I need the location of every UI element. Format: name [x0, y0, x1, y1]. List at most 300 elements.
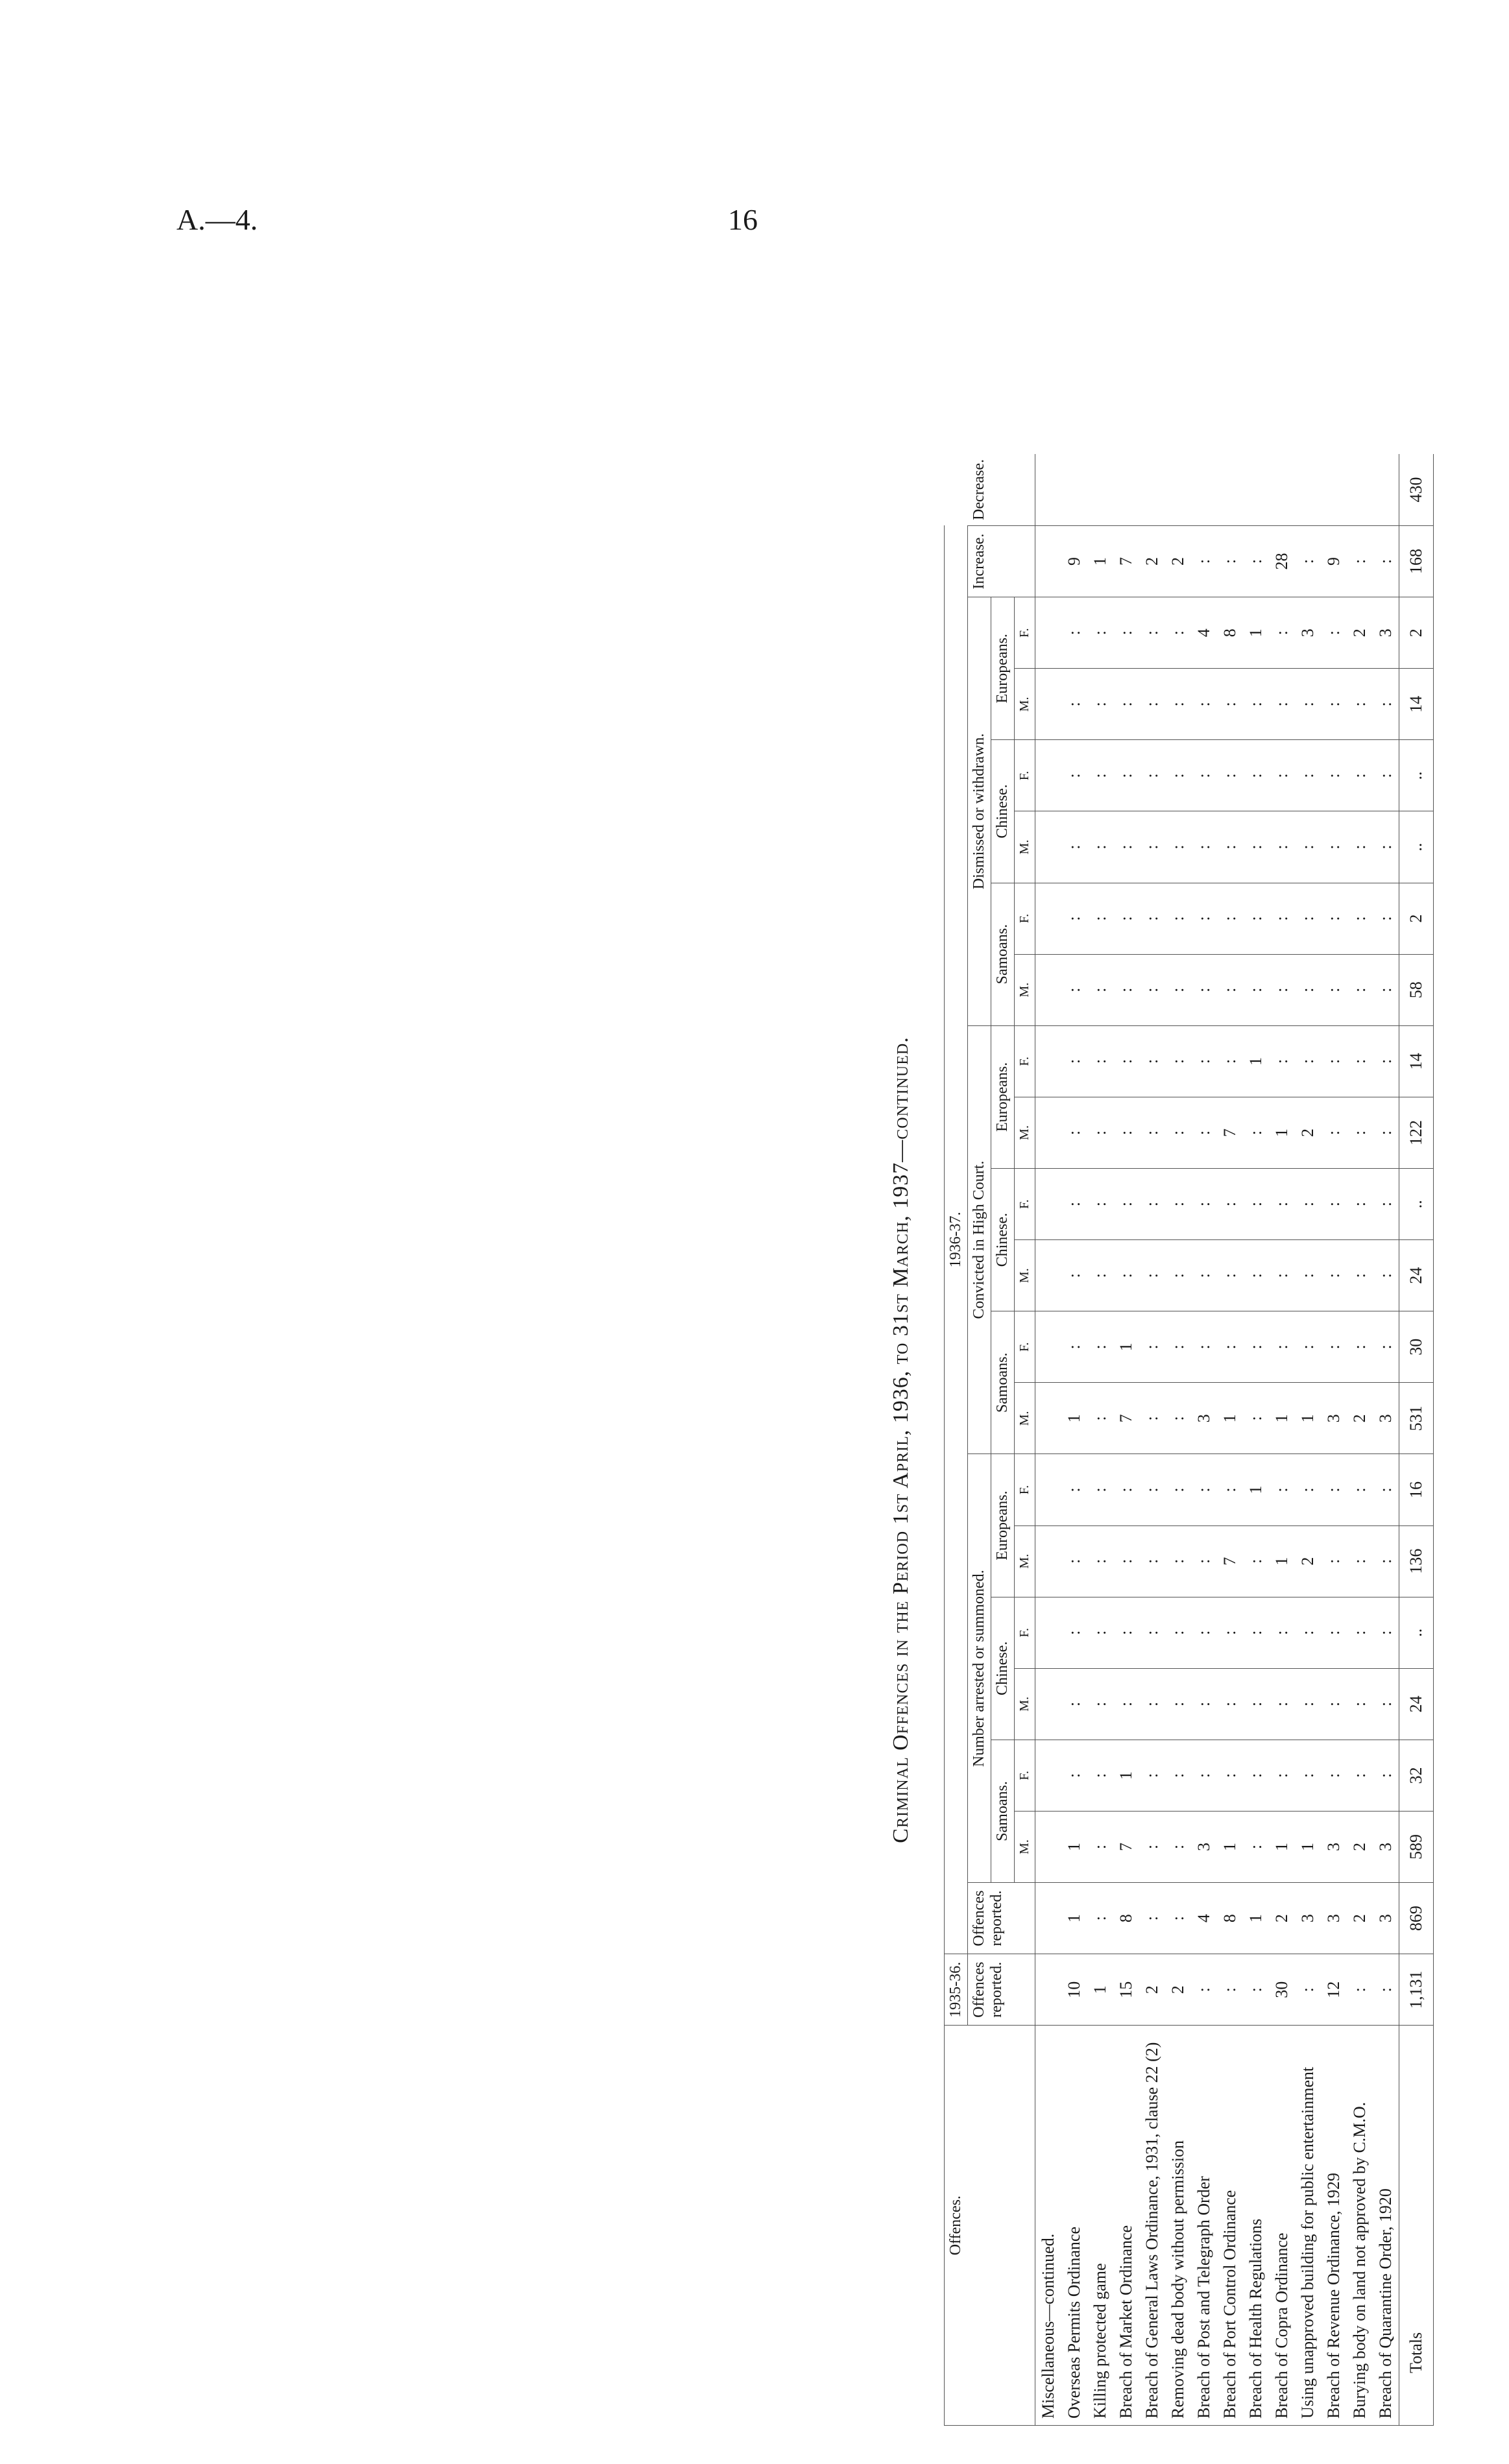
table-cell: :: [1061, 1597, 1087, 1668]
table-cell: :: [1139, 1525, 1165, 1597]
table-cell: :: [1347, 1454, 1373, 1525]
table-cell: :: [1191, 740, 1217, 811]
total-cell: 168: [1399, 525, 1434, 597]
table-cell: :: [1321, 1240, 1347, 1311]
table-row: [1087, 454, 1113, 2426]
table-cell: :: [1165, 1383, 1191, 1454]
table-cell: :: [1165, 1811, 1191, 1882]
table-row: [1373, 454, 1399, 2426]
table-cell: 3: [1191, 1811, 1217, 1882]
offence-name: Killing protected game: [1087, 2026, 1113, 2426]
table-cell: :: [1139, 1383, 1165, 1454]
col-1935-36: 1935-36.: [945, 1954, 968, 2026]
table-cell: :: [1347, 1668, 1373, 1740]
offence-name: Overseas Permits Ordinance: [1061, 2026, 1087, 2426]
table-cell: [1035, 1097, 1062, 1168]
table-cell: 9: [1061, 525, 1087, 597]
table-cell: :: [1113, 954, 1139, 1025]
table-cell: 1: [1061, 1383, 1087, 1454]
table-cell: :: [1191, 811, 1217, 883]
table-cell: :: [1243, 1811, 1269, 1882]
table-cell: :: [1373, 1525, 1399, 1597]
col-f: F.: [1015, 1740, 1035, 1811]
col-f: F.: [1015, 740, 1035, 811]
table-cell: 2: [1347, 1383, 1373, 1454]
table-cell: :: [1061, 597, 1087, 669]
col-reported-1936: Offences reported.: [968, 1883, 1035, 1954]
table-cell: :: [1139, 1740, 1165, 1811]
col-f: F.: [1015, 597, 1035, 669]
table-cell: :: [1061, 669, 1087, 740]
table-cell: :: [1243, 669, 1269, 740]
table-cell: :: [1269, 1668, 1295, 1740]
total-cell: 16: [1399, 1454, 1434, 1525]
table-cell: :: [1347, 811, 1373, 883]
table-cell: 28: [1269, 525, 1295, 597]
table-cell: :: [1217, 1668, 1243, 1740]
table-cell: 2: [1269, 1883, 1295, 1954]
table-cell: :: [1113, 669, 1139, 740]
table-cell: 1: [1113, 1311, 1139, 1383]
table-cell: :: [1243, 811, 1269, 883]
table-cell: 1: [1269, 1525, 1295, 1597]
table-cell: :: [1347, 1240, 1373, 1311]
table-cell: :: [1347, 669, 1373, 740]
table-cell: :: [1373, 1169, 1399, 1240]
table-cell: :: [1139, 1025, 1165, 1097]
table-cell: :: [1061, 1240, 1087, 1311]
table-cell: :: [1269, 1240, 1295, 1311]
offence-name: Breach of Copra Ordinance: [1269, 2026, 1295, 2426]
total-cell: 2: [1399, 597, 1434, 669]
table-cell: :: [1061, 1668, 1087, 1740]
table-cell: :: [1191, 1240, 1217, 1311]
table-cell: [1061, 454, 1087, 525]
col-conv-chinese: Chinese.: [991, 1169, 1015, 1311]
table-cell: :: [1087, 1025, 1113, 1097]
table-cell: 4: [1191, 1883, 1217, 1954]
table-cell: :: [1139, 1668, 1165, 1740]
table-cell: 3: [1373, 1811, 1399, 1882]
table-cell: :: [1321, 954, 1347, 1025]
table-cell: 12: [1321, 1954, 1347, 2026]
table-cell: :: [1087, 597, 1113, 669]
col-f: F.: [1015, 1025, 1035, 1097]
table-cell: :: [1165, 1169, 1191, 1240]
table-cell: 3: [1373, 1883, 1399, 1954]
table-cell: :: [1269, 1311, 1295, 1383]
table-cell: [1035, 1169, 1062, 1240]
offence-name: Breach of Health Regulations: [1243, 2026, 1269, 2426]
table-cell: :: [1295, 1311, 1321, 1383]
table-cell: [1035, 525, 1062, 597]
table-cell: [1035, 1597, 1062, 1668]
table-cell: :: [1243, 1954, 1269, 2026]
table-cell: :: [1243, 1311, 1269, 1383]
table-cell: [1035, 669, 1062, 740]
table-cell: :: [1347, 1025, 1373, 1097]
totals-label: Totals: [1399, 2026, 1434, 2426]
table-cell: :: [1295, 1668, 1321, 1740]
table-cell: 8: [1113, 1883, 1139, 1954]
col-f: F.: [1015, 1311, 1035, 1383]
col-m: M.: [1015, 669, 1035, 740]
table-cell: :: [1165, 1740, 1191, 1811]
table-cell: :: [1295, 1240, 1321, 1311]
table-cell: [1035, 811, 1062, 883]
col-conv-samoans: Samoans.: [991, 1311, 1015, 1454]
table-cell: :: [1243, 525, 1269, 597]
offence-name: Breach of Post and Telegraph Order: [1191, 2026, 1217, 2426]
table-cell: :: [1347, 1740, 1373, 1811]
table-cell: :: [1113, 740, 1139, 811]
total-cell: ..: [1399, 811, 1434, 883]
table-cell: :: [1113, 883, 1139, 954]
table-cell: 1: [1243, 1025, 1269, 1097]
col-dis-europeans: Europeans.: [991, 597, 1015, 740]
table-cell: :: [1373, 954, 1399, 1025]
table-cell: :: [1113, 1525, 1139, 1597]
col-dis-samoans: Samoans.: [991, 883, 1015, 1025]
table-cell: :: [1165, 669, 1191, 740]
table-cell: :: [1139, 740, 1165, 811]
table-row: [1347, 454, 1373, 2426]
table-cell: [1269, 454, 1295, 525]
table-cell: :: [1373, 740, 1399, 811]
offence-name: Removing dead body without permission: [1165, 2026, 1191, 2426]
table-cell: :: [1061, 811, 1087, 883]
total-cell: 589: [1399, 1811, 1434, 1882]
col-convicted: Convicted in High Court.: [968, 1025, 991, 1454]
table-cell: 3: [1321, 1383, 1347, 1454]
table-cell: :: [1087, 1525, 1113, 1597]
table-cell: :: [1321, 1097, 1347, 1168]
table-cell: :: [1087, 883, 1113, 954]
col-decrease: Decrease.: [968, 454, 1035, 525]
table-cell: [1035, 1811, 1062, 1882]
table-cell: 2: [1347, 1811, 1373, 1882]
table-cell: :: [1217, 1454, 1243, 1525]
table-cell: :: [1087, 740, 1113, 811]
table-cell: :: [1165, 811, 1191, 883]
table-cell: :: [1269, 1597, 1295, 1668]
table-cell: [1035, 954, 1062, 1025]
offence-name: Using unapproved building for public entertainment: [1295, 2026, 1321, 2426]
table-cell: 4: [1191, 597, 1217, 669]
table-cell: :: [1113, 1097, 1139, 1168]
table-cell: 3: [1373, 597, 1399, 669]
table-cell: :: [1269, 883, 1295, 954]
table-cell: [1035, 1740, 1062, 1811]
table-cell: :: [1321, 740, 1347, 811]
table-cell: :: [1061, 1097, 1087, 1168]
table-cell: :: [1087, 1240, 1113, 1311]
table-title: Criminal Offences in the Period 1st April, 1936, to 31st March, 1937—continued.: [889, 1036, 913, 1843]
total-cell: 869: [1399, 1883, 1434, 1954]
table-cell: 1: [1295, 1811, 1321, 1882]
table-cell: :: [1191, 525, 1217, 597]
table-cell: :: [1347, 1525, 1373, 1597]
table-cell: :: [1295, 1740, 1321, 1811]
table-row: [1321, 454, 1347, 2426]
table-cell: :: [1139, 1240, 1165, 1311]
table-cell: :: [1087, 1668, 1113, 1740]
table-cell: :: [1061, 883, 1087, 954]
table-cell: [1139, 454, 1165, 525]
table-cell: :: [1373, 1954, 1399, 2026]
table-cell: :: [1139, 597, 1165, 669]
table-cell: :: [1165, 1097, 1191, 1168]
offence-name: Breach of Quarantine Order, 1920: [1373, 2026, 1399, 2426]
table-cell: :: [1347, 525, 1373, 597]
table-cell: :: [1373, 525, 1399, 597]
col-conv-europeans: Europeans.: [991, 1025, 1015, 1168]
table-cell: 10: [1061, 1954, 1087, 2026]
col-offences: Offences.: [945, 2026, 1035, 2426]
table-cell: 3: [1321, 1811, 1347, 1882]
table-cell: :: [1243, 1597, 1269, 1668]
table-cell: :: [1139, 1097, 1165, 1168]
total-cell: 30: [1399, 1311, 1434, 1383]
table-cell: :: [1295, 1025, 1321, 1097]
table-row: [1139, 454, 1165, 2426]
table-cell: :: [1165, 1025, 1191, 1097]
col-f: F.: [1015, 1597, 1035, 1668]
table-cell: 7: [1113, 1811, 1139, 1882]
offence-name: Breach of Revenue Ordinance, 1929: [1321, 2026, 1347, 2426]
offence-name: Breach of Port Control Ordinance: [1217, 2026, 1243, 2426]
offence-name: Breach of Market Ordinance: [1113, 2026, 1139, 2426]
total-cell: 58: [1399, 954, 1434, 1025]
table-cell: :: [1087, 1883, 1113, 1954]
rotated-table-block: [889, 454, 1509, 2426]
table-cell: :: [1217, 1954, 1243, 2026]
table-cell: :: [1165, 597, 1191, 669]
table-cell: :: [1243, 1383, 1269, 1454]
table-cell: :: [1373, 811, 1399, 883]
table-cell: :: [1321, 597, 1347, 669]
table-cell: :: [1087, 669, 1113, 740]
table-cell: :: [1321, 1169, 1347, 1240]
table-cell: :: [1191, 954, 1217, 1025]
table-cell: 1: [1217, 1383, 1243, 1454]
table-cell: :: [1191, 1097, 1217, 1168]
table-cell: :: [1217, 1740, 1243, 1811]
total-cell: 14: [1399, 669, 1434, 740]
table-cell: :: [1373, 1240, 1399, 1311]
table-cell: :: [1165, 883, 1191, 954]
col-1936-37: 1936-37.: [945, 525, 968, 1954]
table-cell: 15: [1113, 1954, 1139, 2026]
table-cell: :: [1087, 811, 1113, 883]
totals-row: [1399, 454, 1434, 2426]
table-cell: :: [1321, 1668, 1347, 1740]
page-identifier: A.—4.: [176, 203, 258, 236]
table-cell: :: [1347, 1311, 1373, 1383]
table-cell: [1243, 454, 1269, 525]
table-cell: 2: [1139, 525, 1165, 597]
table-cell: :: [1165, 740, 1191, 811]
table-cell: :: [1087, 1169, 1113, 1240]
table-cell: [1165, 454, 1191, 525]
table-cell: :: [1347, 740, 1373, 811]
table-row: [1061, 454, 1087, 2426]
table-cell: :: [1269, 1169, 1295, 1240]
table-cell: :: [1087, 1311, 1113, 1383]
table-cell: 2: [1295, 1525, 1321, 1597]
col-m: M.: [1015, 1097, 1035, 1168]
table-cell: :: [1113, 1025, 1139, 1097]
table-cell: :: [1269, 1740, 1295, 1811]
table-cell: [1035, 1311, 1062, 1383]
table-cell: :: [1295, 883, 1321, 954]
table-cell: :: [1087, 1811, 1113, 1882]
table-cell: :: [1295, 1597, 1321, 1668]
table-cell: [1035, 1454, 1062, 1525]
col-m: M.: [1015, 954, 1035, 1025]
table-cell: :: [1243, 1668, 1269, 1740]
table-cell: 7: [1217, 1525, 1243, 1597]
table-cell: :: [1139, 1454, 1165, 1525]
table-cell: 1: [1061, 1883, 1087, 1954]
table-cell: :: [1217, 954, 1243, 1025]
table-cell: :: [1113, 1668, 1139, 1740]
total-cell: 24: [1399, 1668, 1434, 1740]
total-cell: 122: [1399, 1097, 1434, 1168]
table-cell: :: [1321, 811, 1347, 883]
table-row: [1269, 454, 1295, 2426]
col-arr-europeans: Europeans.: [991, 1454, 1015, 1597]
table-cell: :: [1373, 669, 1399, 740]
table-cell: 7: [1113, 1383, 1139, 1454]
col-arrested: Number arrested or summoned.: [968, 1454, 991, 1883]
table-row: [1113, 454, 1139, 2426]
table-cell: :: [1243, 1097, 1269, 1168]
table-cell: 1: [1269, 1383, 1295, 1454]
table-cell: :: [1113, 811, 1139, 883]
table-cell: 3: [1321, 1883, 1347, 1954]
table-cell: [1217, 454, 1243, 525]
table-cell: 1: [1087, 525, 1113, 597]
table-cell: :: [1347, 1954, 1373, 2026]
table-cell: 7: [1217, 1097, 1243, 1168]
table-row: [1165, 454, 1191, 2426]
table-cell: :: [1217, 1169, 1243, 1240]
table-cell: :: [1243, 1740, 1269, 1811]
table-cell: :: [1321, 669, 1347, 740]
table-cell: :: [1061, 1169, 1087, 1240]
offence-name: Breach of General Laws Ordinance, 1931, clause 22 (2): [1139, 2026, 1165, 2426]
table-cell: [1035, 1954, 1062, 2026]
table-cell: :: [1191, 883, 1217, 954]
table-cell: [1035, 1883, 1062, 1954]
table-cell: [1035, 1025, 1062, 1097]
table-cell: :: [1373, 1097, 1399, 1168]
col-m: M.: [1015, 1668, 1035, 1740]
total-cell: 32: [1399, 1740, 1434, 1811]
table-cell: :: [1061, 954, 1087, 1025]
table-cell: :: [1321, 1025, 1347, 1097]
total-cell: 136: [1399, 1525, 1434, 1597]
table-cell: 1: [1243, 597, 1269, 669]
table-cell: 30: [1269, 1954, 1295, 2026]
table-cell: :: [1347, 954, 1373, 1025]
table-cell: :: [1243, 740, 1269, 811]
table-cell: 7: [1113, 525, 1139, 597]
table-cell: [1087, 454, 1113, 525]
table-cell: :: [1191, 1597, 1217, 1668]
table-cell: :: [1165, 1311, 1191, 1383]
table-cell: :: [1217, 1311, 1243, 1383]
col-dis-chinese: Chinese.: [991, 740, 1015, 883]
table-cell: :: [1373, 1025, 1399, 1097]
col-increase: Increase.: [968, 525, 1035, 597]
table-cell: 3: [1295, 597, 1321, 669]
table-cell: :: [1191, 1311, 1217, 1383]
table-cell: :: [1373, 1740, 1399, 1811]
table-row: [1191, 454, 1217, 2426]
table-cell: :: [1165, 1454, 1191, 1525]
table-cell: :: [1217, 811, 1243, 883]
table-cell: [1347, 454, 1373, 525]
table-cell: :: [1087, 1597, 1113, 1668]
table-cell: :: [1165, 1597, 1191, 1668]
table-cell: [1035, 740, 1062, 811]
table-row: [1295, 454, 1321, 2426]
table-cell: 1: [1217, 1811, 1243, 1882]
table-cell: :: [1295, 1954, 1321, 2026]
table-cell: 3: [1191, 1383, 1217, 1454]
table-cell: :: [1373, 1311, 1399, 1383]
table-cell: 1: [1087, 1954, 1113, 2026]
table-cell: :: [1217, 1025, 1243, 1097]
table-cell: :: [1295, 525, 1321, 597]
table-cell: 1: [1269, 1097, 1295, 1168]
table-cell: :: [1061, 1454, 1087, 1525]
table-cell: :: [1269, 954, 1295, 1025]
table-cell: [1295, 454, 1321, 525]
total-cell: 14: [1399, 1025, 1434, 1097]
table-cell: 2: [1347, 597, 1373, 669]
page-number: 16: [728, 203, 758, 236]
table-cell: [1035, 454, 1062, 525]
table-cell: 8: [1217, 597, 1243, 669]
table-cell: :: [1217, 1597, 1243, 1668]
table-row: [1035, 454, 1062, 2426]
table-cell: :: [1113, 1169, 1139, 1240]
table-cell: :: [1191, 1668, 1217, 1740]
table-cell: :: [1217, 1240, 1243, 1311]
table-cell: 1: [1269, 1811, 1295, 1882]
table-cell: :: [1191, 1525, 1217, 1597]
table-cell: :: [1373, 883, 1399, 954]
table-cell: 3: [1295, 1883, 1321, 1954]
table-cell: :: [1113, 1240, 1139, 1311]
table-cell: :: [1321, 1311, 1347, 1383]
table-row: [1243, 454, 1269, 2426]
table-cell: :: [1113, 1454, 1139, 1525]
table-cell: :: [1139, 1169, 1165, 1240]
table-cell: :: [1347, 1597, 1373, 1668]
total-cell: 24: [1399, 1240, 1434, 1311]
col-m: M.: [1015, 1240, 1035, 1311]
table-cell: :: [1295, 740, 1321, 811]
col-reported-1935: Offences reported.: [968, 1954, 1035, 2026]
table-cell: :: [1061, 1311, 1087, 1383]
table-cell: :: [1087, 1383, 1113, 1454]
col-m: M.: [1015, 1811, 1035, 1882]
table-cell: :: [1373, 1454, 1399, 1525]
